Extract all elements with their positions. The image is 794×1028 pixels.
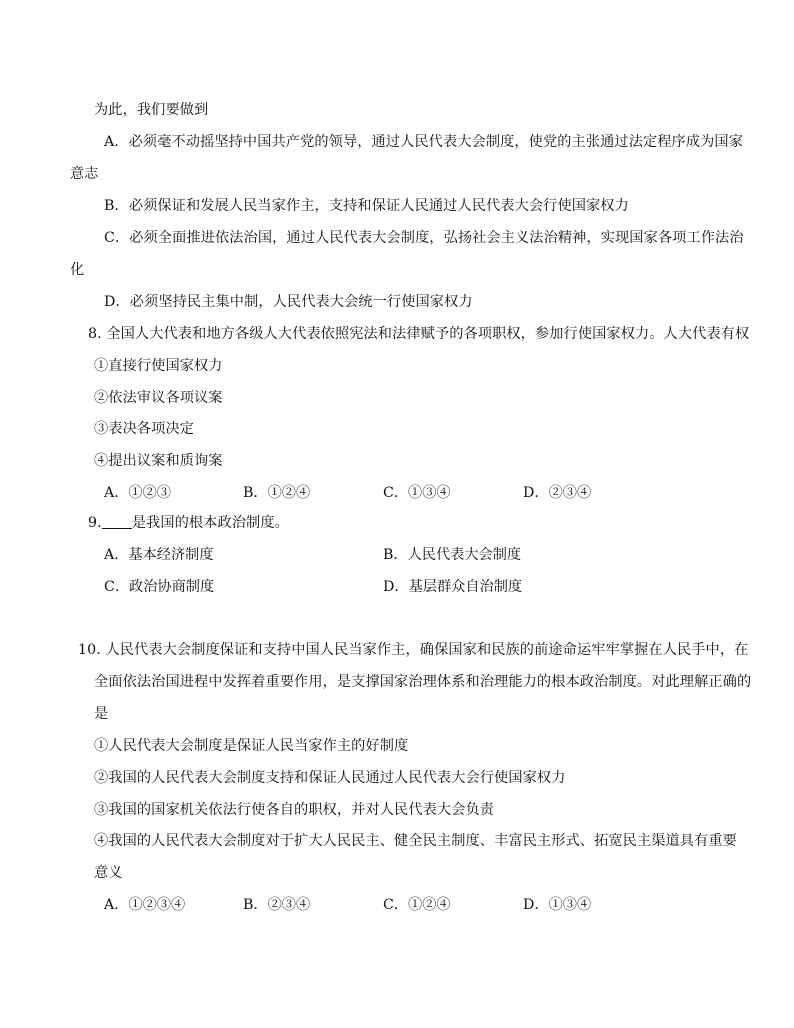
q10-stem-line3: 是 [94, 706, 109, 722]
q8-option-a: A．①②③ [104, 485, 171, 501]
q10-item-3: ③我国的国家机关依法行使各自的职权，并对人民代表大会负责 [94, 802, 495, 818]
q10-option-c: C．①②④ [383, 897, 451, 913]
q7-tail: 为此，我们要做到 [94, 102, 209, 118]
q9-stem-line [88, 514, 289, 532]
q8-item-1: ①直接行使国家权力 [94, 358, 223, 374]
q10-option-b: B．②③④ [243, 897, 311, 913]
q8-item-2: ②依法审议各项议案 [94, 390, 223, 406]
q10-option-d: D．①③④ [523, 897, 592, 913]
q8-option-d: D．②③④ [523, 485, 592, 501]
q10-item-2: ②我国的人民代表大会制度支持和保证人民通过人民代表大会行使国家权力 [94, 770, 566, 786]
q10-stem-line2: 全面依法治国进程中发挥着重要作用，是支撑国家治理体系和治理能力的根本政治制度。对此理解正确的 [94, 674, 752, 690]
q10-option-a: A．①②③④ [104, 897, 186, 913]
q9-answer-blank [102, 514, 132, 529]
q10-item-4-line2: 意义 [94, 865, 123, 881]
q7-option-c-line1: C．必须全面推进依法治国，通过人民代表大会制度，弘扬社会主义法治精神，实现国家各项工作法治 [104, 230, 744, 246]
q10-item-1: ①人民代表大会制度是保证人民当家作主的好制度 [94, 738, 409, 754]
q8-item-3: ③表决各项决定 [94, 421, 195, 437]
q8-option-c: C．①③④ [383, 485, 451, 501]
q9-number: 9. [88, 515, 102, 531]
q7-option-b: B．必须保证和发展人民当家作主，支持和保证人民通过人民代表大会行使国家权力 [104, 198, 629, 214]
q8-item-4: ④提出议案和质询案 [94, 453, 223, 469]
q8-stem: 8. 全国人大代表和地方各级人大代表依照宪法和法律赋予的各项职权，参加行使国家权力。人大代表有权 [88, 326, 750, 342]
q8-option-b: B．①②④ [243, 485, 311, 501]
q7-option-a-line2: 意志 [70, 166, 99, 182]
q7-option-a-line1: A．必须毫不动摇坚持中国共产党的领导，通过人民代表大会制度，使党的主张通过法定程序成为国家 [104, 134, 743, 150]
q9-option-b: B．人民代表大会制度 [383, 547, 522, 563]
q10-stem-line1: 10. 人民代表大会制度保证和支持中国人民当家作主，确保国家和民族的前途命运牢牢掌握在人民手中，在 [78, 642, 749, 658]
q7-option-d: D．必须坚持民主集中制，人民代表大会统一行使国家权力 [104, 294, 473, 310]
q9-stem: 是我国的根本政治制度。 [131, 515, 289, 531]
q7-option-c-line2: 化 [70, 262, 85, 278]
q9-option-c: C．政治协商制度 [104, 579, 215, 595]
q9-option-a: A．基本经济制度 [104, 547, 214, 563]
q10-item-4-line1: ④我国的人民代表大会制度对于扩大人民民主、健全民主制度、丰富民主形式、拓宽民主渠道具有重要 [94, 833, 737, 849]
q9-option-d: D．基层群众自治制度 [383, 579, 523, 595]
